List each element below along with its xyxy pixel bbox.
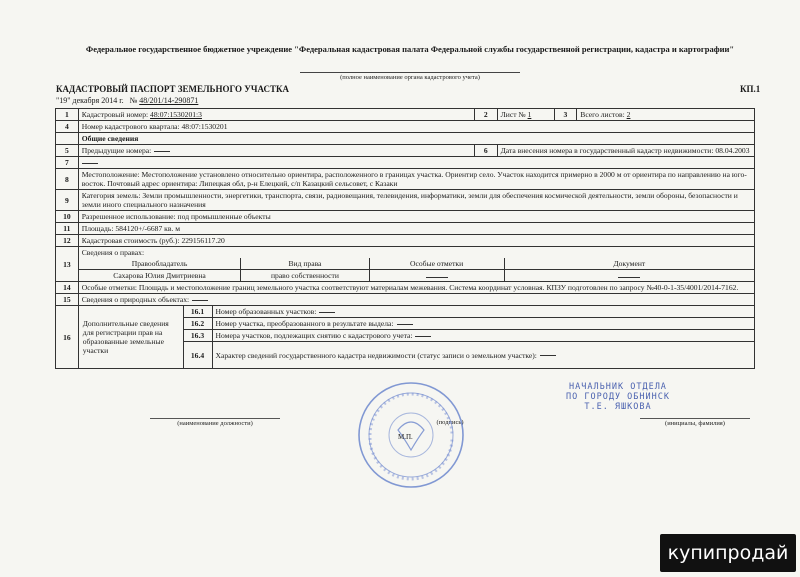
natural-objects-cell [78, 294, 754, 306]
owner-name: Сахарова Юлия Дмитриевна [79, 270, 241, 282]
location: Местоположение: Местоположение установлено относительно ориентира, расположенного в границах участка. Ориентир село. Участок находится примерно в 2000 м от ориентира по направлению на юго-восток. Почтовый адрес ориентира: Липецкая обл, р-н Елецкий, с/п Казацкий сельсовет, с Казаки [78, 169, 754, 190]
row-7-value [78, 157, 754, 169]
cadastral-value: Кадастровая стоимость (руб.): 229156117.20 [78, 235, 754, 247]
row-num: 14 [56, 282, 79, 294]
number-label: № [129, 96, 138, 105]
form-code: КП.1 [740, 84, 761, 94]
document-cell [504, 270, 754, 282]
row-num: 9 [56, 190, 79, 211]
organization-note: (полное наименование органа кадастрового учета) [300, 72, 520, 81]
rights-header-notes: Особые отметки [369, 258, 504, 270]
rights-header-owner: Правообладатель [79, 258, 241, 270]
dash [397, 324, 413, 325]
sheet-label: Лист № [500, 110, 526, 119]
previous-numbers-label: Предыдущие номера: [81, 146, 152, 155]
row-1 [56, 109, 755, 121]
row-12 [56, 235, 755, 247]
removed-parcels-label: Номера участков, подлежащих снятию с кадастрового учета: [215, 331, 413, 340]
row-num: 16 [56, 306, 79, 369]
row-num: 8 [56, 169, 79, 190]
row-16 [56, 306, 755, 369]
sub-row-num: 16.2 [184, 318, 213, 330]
additional-info-table [184, 306, 754, 368]
total-sheets: 2 [626, 110, 631, 119]
dash [82, 163, 98, 164]
dash [618, 277, 640, 278]
row-num: 13 [56, 247, 79, 282]
rights-header-type: Вид права [241, 258, 369, 270]
position-caption: (наименование должности) [150, 418, 280, 427]
row-num: 15 [56, 294, 79, 306]
row-num: 11 [56, 223, 79, 235]
entry-date: Дата внесения номера в государственный кадастр недвижимости: 08.04.2003 [497, 145, 754, 157]
land-category: Категория земель: Земли промышленности, энергетики, транспорта, связи, радиовещания, телевидения, информатики, земли для обеспечения космической деятельности, земли обороны, безопасности и земли иного специального назначения [78, 190, 754, 211]
rights-cell [78, 247, 754, 282]
cadastral-table [55, 108, 755, 369]
row-num: 3 [554, 109, 577, 121]
rights-title: Сведения о правах: [81, 248, 145, 257]
formed-parcels-label: Номер образованных участков: [215, 307, 317, 316]
empty-cell [56, 133, 79, 145]
row-5 [56, 145, 755, 157]
sub-row-num: 16.3 [184, 330, 213, 342]
row-8 [56, 169, 755, 190]
dash [154, 151, 170, 152]
sheet-number: 1 [527, 110, 532, 119]
row-11 [56, 223, 755, 235]
dash [540, 355, 556, 356]
row-num: 1 [56, 109, 79, 121]
row-num: 4 [56, 121, 79, 133]
permitted-use: Разрешенное использование: под промышленные объекты [78, 211, 754, 223]
sub-row-text [212, 318, 754, 330]
row-4 [56, 121, 755, 133]
row-num: 10 [56, 211, 79, 223]
bleed-through-text [0, 58, 60, 218]
quarter-number: Номер кадастрового квартала: 48:07:1530201 [78, 121, 754, 133]
dash [426, 277, 448, 278]
document-title: КАДАСТРОВЫЙ ПАСПОРТ ЗЕМЕЛЬНОГО УЧАСТКА [56, 84, 290, 94]
sub-row-num: 16.4 [184, 342, 213, 369]
cadastral-number-cell [78, 109, 474, 121]
row-7 [56, 157, 755, 169]
document-date [56, 96, 198, 105]
right-type: право собственности [241, 270, 369, 282]
total-sheets-label: Всего листов: [580, 110, 625, 119]
dash [319, 312, 335, 313]
additional-info-label: Дополнительные сведения для регистрации прав на образованные земельные участки [78, 306, 183, 369]
cadastral-number-label: Кадастровый номер: [81, 110, 149, 119]
organization-name: Федеральное государственное бюджетное учреждение "Федеральная кадастровая палата Федеральной службы государственной регистрации, кадастра и картографии" [85, 44, 735, 54]
signature-caption: (подпись) [436, 419, 464, 426]
row-num: 7 [56, 157, 79, 169]
row-10 [56, 211, 755, 223]
area: Площадь: 584120+/-6687 кв. м [78, 223, 754, 235]
document-number: 48/201/14-290871 [139, 96, 199, 105]
stamp-line: НАЧАЛЬНИК ОТДЕЛА [569, 382, 667, 392]
general-info-heading: Общие сведения [78, 133, 754, 145]
total-sheets-cell [577, 109, 755, 121]
sub-row-text [212, 330, 754, 342]
row-num: 2 [474, 109, 497, 121]
rights-header-document: Документ [504, 258, 754, 270]
row-num: 12 [56, 235, 79, 247]
date-text: "19" декабря 2014 г. [56, 96, 124, 105]
watermark-logo: купипродай [660, 534, 796, 572]
sub-row-text [212, 306, 754, 318]
row-num: 5 [56, 145, 79, 157]
dash [192, 300, 208, 301]
sub-row-num: 16.1 [184, 306, 213, 318]
row-num: 6 [474, 145, 497, 157]
stamp-line: Т.Е. ЯШКОВА [584, 402, 652, 412]
row-14 [56, 282, 755, 294]
record-status-label: Характер сведений государственного кадастра недвижимости (статус записи о земельном участке): [215, 350, 537, 360]
dash [415, 336, 431, 337]
initials-caption: (инициалы, фамилия) [640, 418, 750, 427]
cadastral-number: 48:07:1530201:3 [150, 110, 202, 119]
general-header-row [56, 133, 755, 145]
special-marks: Особые отметки: Площадь и местоположение границ земельного участка соответствуют материалам межевания. Система координат условная. КПЗУ подготовлен по запросу №40-0-1-35/4001/2014-7162. [78, 282, 754, 294]
mp-label: М.П. [398, 433, 413, 441]
rights-table [79, 258, 754, 281]
row-15 [56, 294, 755, 306]
natural-objects-label: Сведения о природных объектах: [81, 295, 190, 304]
special-notes [369, 270, 504, 282]
allocated-parcel-label: Номер участка, преобразованного в результате выдела: [215, 319, 394, 328]
row-9 [56, 190, 755, 211]
row-13 [56, 247, 755, 282]
sub-row-text [212, 342, 754, 369]
additional-info-cell [183, 306, 754, 369]
official-stamp [566, 382, 670, 412]
stamp-line: ПО ГОРОДУ ОБНИНСК [566, 392, 670, 402]
previous-numbers-cell [78, 145, 474, 157]
sheet-cell [497, 109, 554, 121]
